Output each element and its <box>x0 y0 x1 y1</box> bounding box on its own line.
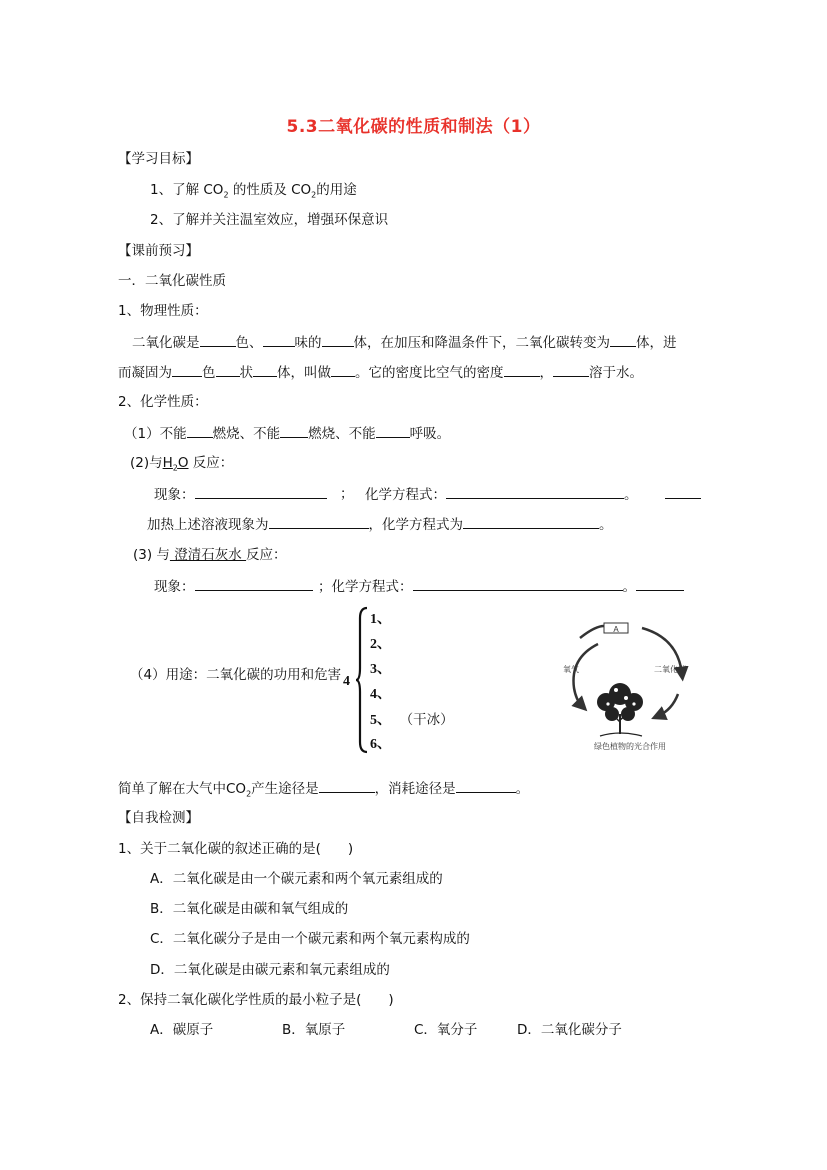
text: 二氧化碳是 <box>132 335 200 351</box>
fill-blank[interactable] <box>319 779 375 793</box>
q1-option-c[interactable]: C．二氧化碳分子是由一个碳元素和两个氧元素构成的 <box>150 931 470 947</box>
text: 产生途径是 <box>251 781 319 797</box>
goal-1-sub-2: 2 <box>311 190 317 200</box>
fill-blank[interactable] <box>280 424 308 438</box>
text: 化学方程式： <box>365 487 446 503</box>
fill-blank[interactable] <box>636 577 684 591</box>
co2-label: 二氧化碳 <box>654 665 686 674</box>
text: 。 <box>624 487 638 503</box>
text: 色、 <box>235 335 263 351</box>
use-item-3: 3、 <box>370 662 391 677</box>
brace-number: 4 <box>343 674 350 689</box>
q2-option-c[interactable]: C．氧分子 <box>414 1022 478 1038</box>
section-co2-properties: 一．二氧化碳性质 <box>118 273 226 289</box>
physical-line-2 <box>118 363 643 382</box>
text: 呼吸。 <box>409 426 451 442</box>
text: 色 <box>202 365 216 381</box>
fill-blank[interactable] <box>413 577 623 591</box>
text: ，化学方程式为 <box>368 517 463 533</box>
text: 现象： <box>154 579 195 595</box>
text: (3) 与 <box>133 547 170 563</box>
physical-heading: 1、物理性质： <box>118 303 208 319</box>
text: 体，进 <box>636 335 677 351</box>
water-equation-line <box>365 485 638 504</box>
subscript: 2 <box>246 789 252 799</box>
question-2: 2、保持二氧化碳化学性质的最小粒子是( ) <box>118 992 394 1008</box>
limewater-equation-line <box>318 577 684 596</box>
text: 。 <box>599 517 613 533</box>
text: (2)与 <box>130 455 163 471</box>
text: 反应： <box>246 547 287 563</box>
preview-heading: 【课前预习】 <box>118 243 199 259</box>
fill-blank[interactable] <box>195 485 327 499</box>
plant-icon <box>597 683 643 736</box>
chemical-item-2 <box>130 454 233 478</box>
fill-blank[interactable] <box>322 333 354 347</box>
text: 状 <box>239 365 253 381</box>
text: 简单了解在大气中CO <box>118 781 247 797</box>
subscript: 2 <box>172 463 178 473</box>
fill-blank[interactable] <box>216 363 240 377</box>
limewater-label: 澄清石灰水 <box>169 547 247 563</box>
fill-blank[interactable] <box>331 363 355 377</box>
use-item-6: 6、 <box>370 737 391 752</box>
text: 体，在加压和降温条件下，二氧化碳转变为 <box>353 335 610 351</box>
text: 燃烧、不能 <box>212 426 281 442</box>
arc <box>580 626 604 638</box>
q2-option-d[interactable]: D．二氧化碳分子 <box>517 1022 622 1038</box>
fill-blank[interactable] <box>253 363 277 377</box>
text: ，消耗途径是 <box>374 781 456 797</box>
text: 。它的密度比空气的密度 <box>355 365 504 381</box>
use-item-5 <box>370 711 454 730</box>
water-observation-line <box>154 485 327 504</box>
fill-blank[interactable] <box>376 424 410 438</box>
text: （1）不能 <box>124 426 187 442</box>
fill-blank[interactable] <box>504 363 540 377</box>
q1-option-d[interactable]: D．二氧化碳是由碳元素和氧元素组成的 <box>150 962 390 978</box>
dry-ice-note: （干冰） <box>399 712 454 728</box>
goal-1-text-a: 1、了解 CO <box>150 182 224 198</box>
text: 反应： <box>188 455 234 471</box>
fill-blank[interactable] <box>172 363 202 377</box>
oxygen-arrow <box>574 644 599 706</box>
fill-blank[interactable] <box>553 363 589 377</box>
figure-caption: 绿色植物的光合作用 <box>594 742 666 751</box>
text: 。 <box>515 781 530 797</box>
goals-heading: 【学习目标】 <box>118 151 199 167</box>
photosynthesis-figure <box>560 618 700 754</box>
fill-blank[interactable] <box>456 779 516 793</box>
fill-blank[interactable] <box>195 577 313 591</box>
text: 燃烧、不能 <box>308 426 376 442</box>
co2-arrow <box>658 694 678 716</box>
text: ， <box>539 365 553 381</box>
oxygen-label: 氧气 <box>563 665 579 674</box>
fill-blank[interactable] <box>463 515 599 529</box>
chemical-heading: 2、化学性质： <box>118 394 208 410</box>
limewater-observation-line <box>154 577 313 596</box>
trailing-blank-line <box>665 485 701 504</box>
chemical-item-1 <box>124 424 450 443</box>
goal-1-text-c: 的用途 <box>316 182 357 198</box>
co2-cycle-line <box>118 779 529 804</box>
fill-blank[interactable] <box>263 333 295 347</box>
text: 现象： <box>154 487 195 503</box>
text: 体，叫做 <box>277 365 331 381</box>
text: 味的 <box>294 335 322 351</box>
text: 。 <box>622 579 636 595</box>
physical-line-1 <box>132 333 677 352</box>
water-semicolon: ； <box>340 486 354 502</box>
text: 而凝固为 <box>118 365 172 381</box>
goal-item-2: 2、了解并关注温室效应，增强环保意识 <box>150 212 389 228</box>
fill-blank[interactable] <box>446 485 624 499</box>
text: 加热上述溶液现象为 <box>147 517 269 533</box>
uses-label: （4）用途：二氧化碳的功用和危害 <box>130 667 342 683</box>
text: 5、 <box>370 713 391 728</box>
text: ；化学方程式： <box>318 579 413 595</box>
question-1: 1、关于二氧化碳的叙述正确的是( ) <box>118 841 354 857</box>
goal-item-1 <box>150 181 357 205</box>
goal-1-sub-1: 2 <box>223 190 229 200</box>
fill-blank[interactable] <box>665 485 701 499</box>
q2-option-a[interactable]: A．碳原子 <box>150 1022 214 1038</box>
q2-option-b[interactable]: B．氧原子 <box>282 1022 346 1038</box>
text: 溶于水。 <box>589 365 643 381</box>
fill-blank[interactable] <box>269 515 369 529</box>
heating-line <box>147 515 613 534</box>
text: O <box>177 455 189 471</box>
fill-blank[interactable] <box>610 333 636 347</box>
box-label: A <box>613 625 619 634</box>
use-item-1: 1、 <box>370 612 391 627</box>
fill-blank[interactable] <box>187 424 213 438</box>
curly-brace <box>355 606 369 754</box>
goal-1-text-b: 的性质及 CO <box>228 182 312 198</box>
use-item-2: 2、 <box>370 637 391 652</box>
text: H <box>162 455 173 471</box>
chemical-item-3 <box>133 546 287 564</box>
fill-blank[interactable] <box>200 333 236 347</box>
selfcheck-heading: 【自我检测】 <box>118 810 199 826</box>
q1-option-b[interactable]: B．二氧化碳是由碳和氧气组成的 <box>150 901 349 917</box>
page-title: 5.3二氧化碳的性质和制法（1） <box>286 117 541 137</box>
q1-option-a[interactable]: A．二氧化碳是由一个碳元素和两个氧元素组成的 <box>150 871 443 887</box>
water-formula <box>163 455 189 471</box>
use-item-4: 4、 <box>370 687 391 702</box>
